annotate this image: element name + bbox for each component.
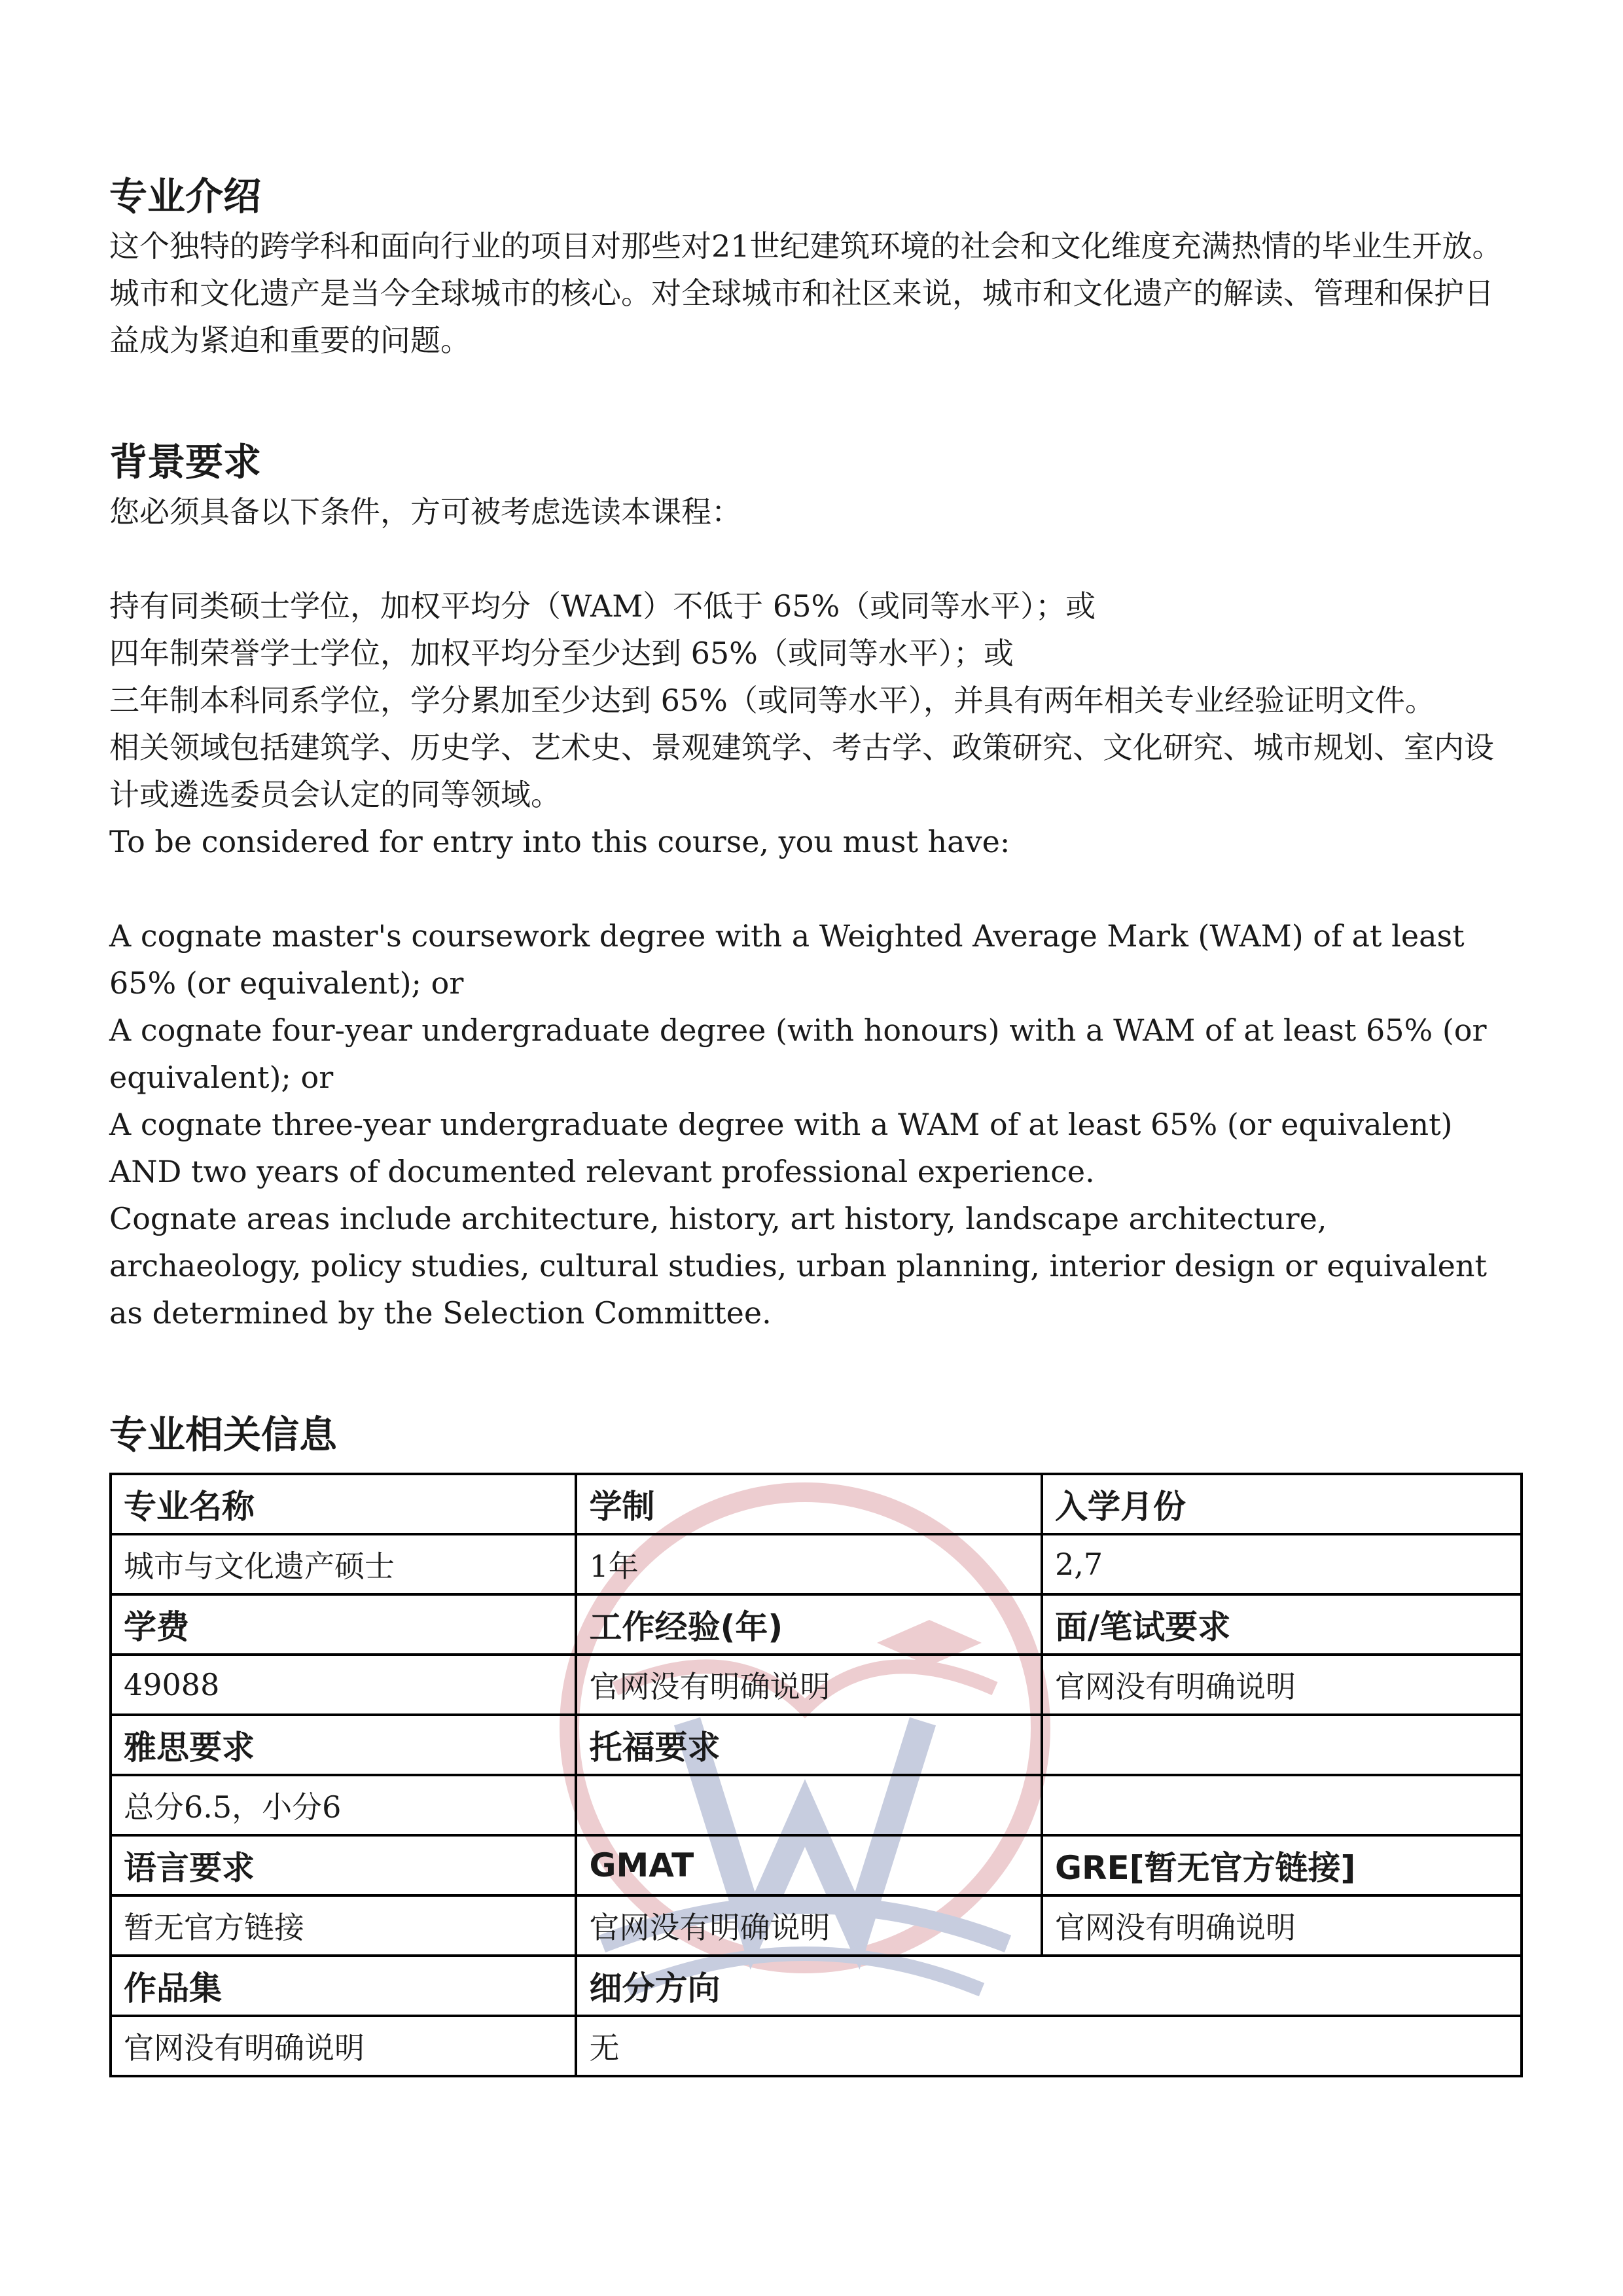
table-header-cell: [1042, 1715, 1522, 1775]
table-cell: [1042, 1775, 1522, 1835]
table-header-cell: 雅思要求: [111, 1715, 576, 1775]
table-header-cell: GRE[暂无官方链接]: [1042, 1835, 1522, 1895]
table-header-cell: 学制: [576, 1474, 1041, 1534]
table-header-cell: 面/笔试要求: [1042, 1594, 1522, 1655]
table-header-cell: 工作经验(年): [576, 1594, 1041, 1655]
table-header-cell: 入学月份: [1042, 1474, 1522, 1534]
background-cn-item: 四年制荣誉学士学位，加权平均分至少达到 65%（或同等水平）；或: [109, 636, 1014, 671]
table-header-cell: 学费: [111, 1594, 576, 1655]
intro-heading: 专业介绍: [109, 174, 262, 219]
table-cell: 官网没有明确说明: [576, 1655, 1041, 1715]
table-cell: 官网没有明确说明: [576, 1895, 1041, 1956]
table-row: [111, 2016, 1522, 2076]
background-cn-intro: 您必须具备以下条件，方可被考虑选读本课程：: [109, 494, 741, 529]
table-cell: 总分6.5，小分6: [111, 1775, 576, 1835]
table-header-row: [111, 1474, 1522, 1534]
background-en-item: A cognate three-year undergraduate degree with a WAM of at least 65% (or equivalent) AND two years of documented relevant professional experience.: [109, 1107, 1453, 1189]
table-header-cell: GMAT: [576, 1835, 1041, 1895]
table-row: [111, 1534, 1522, 1594]
table-cell: 官网没有明确说明: [1042, 1895, 1522, 1956]
table-header-row: [111, 1715, 1522, 1775]
background-cn-item: 三年制本科同系学位，学分累加至少达到 65%（或同等水平），并具有两年相关专业经验证明文件。: [109, 683, 1435, 718]
table-header-cell: 专业名称: [111, 1474, 576, 1534]
table-cell: 暂无官方链接: [111, 1895, 576, 1956]
table-cell: [576, 1775, 1041, 1835]
table-row: [111, 1775, 1522, 1835]
background-heading: 背景要求: [109, 440, 262, 484]
table-header-cell: 细分方向: [576, 1956, 1522, 2016]
table-header-row: [111, 1835, 1522, 1895]
table-cell: 1年: [576, 1534, 1041, 1594]
table-row: [111, 1655, 1522, 1715]
background-en-item: Cognate areas include architecture, history, art history, landscape architecture, archaeology, policy studies, cultural studies, urban planning, interior design or equivalent as determined by the Selection Committee.: [109, 1201, 1488, 1331]
table-header-row: [111, 1594, 1522, 1655]
intro-paragraph: 城市和文化遗产是当今全球城市的核心。对全球城市和社区来说，城市和文化遗产的解读、管理和保护日益成为紧迫和重要的问题。: [109, 276, 1494, 358]
background-en-intro: To be considered for entry into this course, you must have:: [109, 824, 1010, 859]
table-header-cell: 语言要求: [111, 1835, 576, 1895]
table-header-cell: 作品集: [111, 1956, 576, 2016]
table-header-cell: 托福要求: [576, 1715, 1041, 1775]
background-cn-item: 相关领域包括建筑学、历史学、艺术史、景观建筑学、考古学、政策研究、文化研究、城市规划、室内设计或遴选委员会认定的同等领域。: [109, 730, 1494, 812]
intro-paragraph: 这个独特的跨学科和面向行业的项目对那些对21世纪建筑环境的社会和文化维度充满热情的毕业生开放。: [109, 228, 1503, 264]
table-row: [111, 1895, 1522, 1956]
table-header-row: [111, 1956, 1522, 2016]
background-en-item: A cognate four-year undergraduate degree (with honours) with a WAM of at least 65% (or equivalent); or: [109, 1013, 1487, 1095]
table-cell: 官网没有明确说明: [1042, 1655, 1522, 1715]
table-cell: 无: [576, 2016, 1522, 2076]
info-heading: 专业相关信息: [109, 1412, 338, 1457]
background-en-item: A cognate master's coursework degree with a Weighted Average Mark (WAM) of at least 65% (or equivalent); or: [109, 918, 1465, 1001]
table-cell: 城市与文化遗产硕士: [111, 1534, 576, 1594]
background-cn-item: 持有同类硕士学位，加权平均分（WAM）不低于 65%（或同等水平）；或: [109, 588, 1096, 624]
program-info-table: [109, 1473, 1523, 2077]
table-cell: 官网没有明确说明: [111, 2016, 576, 2076]
document-page: [109, 170, 1523, 2077]
table-cell: 49088: [111, 1655, 576, 1715]
table-cell: 2,7: [1042, 1534, 1522, 1594]
